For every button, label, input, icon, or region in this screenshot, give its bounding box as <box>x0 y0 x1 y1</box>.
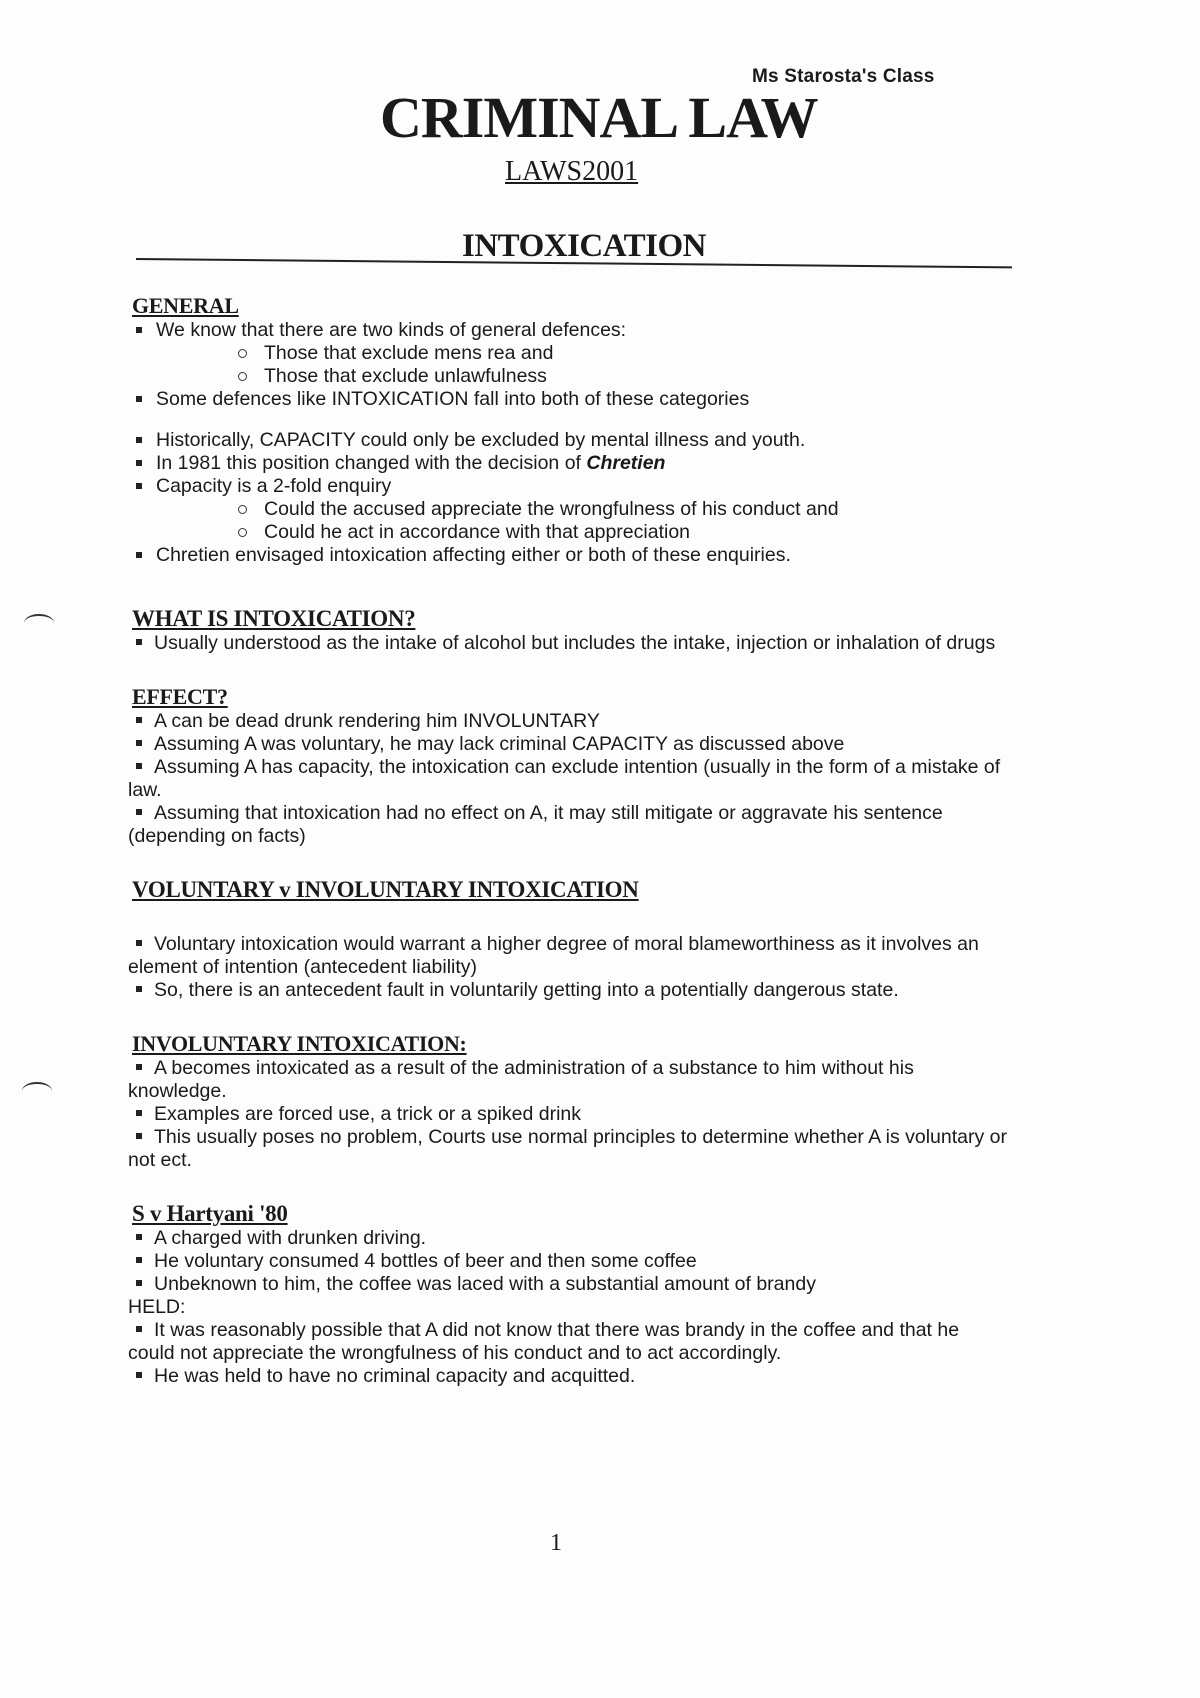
section-heading: WHAT IS INTOXICATION? <box>132 606 416 631</box>
sub-list <box>156 342 1008 388</box>
list-item: A becomes intoxicated as a result of the administration of a substance to him without his knowledge. <box>128 1057 1008 1103</box>
list-item <box>128 452 1008 475</box>
list-item: A charged with drunken driving. <box>128 1227 1008 1250</box>
list-item: Some defences like INTOXICATION fall into both of these categories <box>128 388 1008 411</box>
margin-mark <box>24 614 54 632</box>
bullet-list <box>128 632 1008 655</box>
list-item: Assuming A has capacity, the intoxication can exclude intention (usually in the form of a mistake of law. <box>128 756 1008 802</box>
bullet-list <box>128 710 1008 848</box>
list-item: He was held to have no criminal capacity and acquitted. <box>128 1365 1008 1388</box>
class-tag: Ms Starosta's Class <box>752 66 935 87</box>
topic-title: INTOXICATION <box>462 228 706 264</box>
held-label: HELD: <box>128 1296 186 1318</box>
bullet-list <box>128 933 1008 1002</box>
list-item: So, there is an antecedent fault in voluntarily getting into a potentially dangerous state. <box>128 979 1008 1002</box>
bullet-list <box>128 429 1008 567</box>
section-involuntary-intoxication <box>128 1032 1008 1172</box>
course-code: LAWS2001 <box>505 156 639 187</box>
list-item <box>128 319 1008 388</box>
list-item: It was reasonably possible that A did not know that there was brandy in the coffee and that he could not appreciate the wrongfulness of his conduct and to act accordingly. <box>128 1319 1008 1365</box>
list-item: Usually understood as the intake of alcohol but includes the intake, injection or inhalation of drugs <box>128 632 1008 655</box>
list-item: Examples are forced use, a trick or a spiked drink <box>128 1103 1008 1126</box>
page-number: 1 <box>550 1530 562 1556</box>
sub-list <box>156 498 1008 544</box>
sub-list-item: Those that exclude mens rea and <box>236 342 1008 365</box>
section-case-hartyani <box>128 1202 1008 1388</box>
list-item: Voluntary intoxication would warrant a higher degree of moral blameworthiness as it involves an element of intention (antecedent liability) <box>128 933 1008 979</box>
list-item: Chretien envisaged intoxication affecting either or both of these enquiries. <box>128 544 1008 567</box>
sub-list-item: Could he act in accordance with that appreciation <box>236 521 1008 544</box>
section-heading: INVOLUNTARY INTOXICATION: <box>132 1031 467 1056</box>
sub-list-item: Could the accused appreciate the wrongfulness of his conduct and <box>236 498 1008 521</box>
bullet-list <box>128 1057 1008 1172</box>
document-body <box>128 294 1008 1388</box>
sub-list-item: Those that exclude unlawfulness <box>236 365 1008 388</box>
bullet-list <box>128 1319 1008 1388</box>
section-heading: VOLUNTARY v INVOLUNTARY INTOXICATION <box>132 877 639 902</box>
list-item: This usually poses no problem, Courts use normal principles to determine whether A is voluntary or not ect. <box>128 1126 1007 1171</box>
section-what-is-intoxication <box>128 607 1008 655</box>
list-item-text: Capacity is a 2-fold enquiry <box>156 475 392 497</box>
list-item: Assuming A was voluntary, he may lack criminal CAPACITY as discussed above <box>128 733 1008 756</box>
bullet-list <box>128 319 1008 411</box>
list-item: Assuming that intoxication had no effect on A, it may still mitigate or aggravate his sentence (depending on facts) <box>128 802 1008 848</box>
bullet-list <box>128 1227 1008 1296</box>
margin-mark <box>22 1082 52 1100</box>
section-voluntary-involuntary <box>128 878 1008 1002</box>
list-item: A can be dead drunk rendering him INVOLUNTARY <box>128 710 1008 733</box>
list-item: Unbeknown to him, the coffee was laced with a substantial amount of brandy <box>128 1273 1008 1296</box>
case-name: Chretien <box>586 452 666 474</box>
list-item: Historically, CAPACITY could only be excluded by mental illness and youth. <box>128 429 1008 452</box>
list-item: He voluntary consumed 4 bottles of beer and then some coffee <box>128 1250 1008 1273</box>
section-general <box>128 294 1008 567</box>
section-heading: GENERAL <box>132 293 239 318</box>
list-item <box>128 475 1008 544</box>
section-heading: EFFECT? <box>132 684 228 709</box>
list-item-text: In 1981 this position changed with the decision of <box>156 452 587 474</box>
list-item-text: We know that there are two kinds of general defences: <box>156 319 627 341</box>
section-effect <box>128 685 1008 848</box>
case-heading: S v Hartyani '80 <box>132 1201 288 1226</box>
document-title: CRIMINAL LAW <box>380 85 818 150</box>
